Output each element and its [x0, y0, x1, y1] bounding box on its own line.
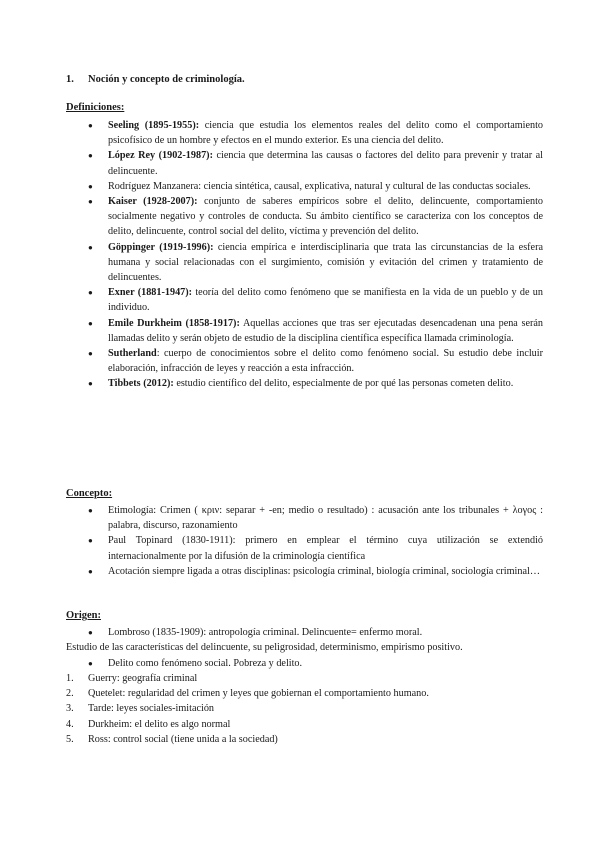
section-title: Noción y concepto de criminología. [88, 74, 245, 85]
list-item: ● Acotación siempre ligada a otras disciplinas: psicología criminal, biología criminal, sociología criminal… [0, 564, 543, 579]
list-item: ● Lombroso (1835-1909): antropología criminal. Delincuente= enfermo moral. [0, 625, 543, 640]
list-item: ● Etimología: Crimen ( κριν: separar + -en; medio o resultado) : acusación ante los tribunales + λογος : palabra, discurso, razonamiento [0, 503, 543, 533]
origen-label: Origen: [66, 610, 101, 621]
origen-list-a [0, 625, 543, 640]
list-item: 5. Ross: control social (tiene unida a la sociedad) [66, 733, 278, 745]
section-heading [66, 74, 245, 85]
origen-list-b [0, 656, 543, 671]
list-item: ● Göppinger (1919-1996): ciencia empírica e interdisciplinaria que trata las circunstancias de la esfera humana y social relacionadas con el surgimiento, comisión y evitación del crimen y tratamiento de delincuentes. [0, 240, 543, 286]
list-item: ● López Rey (1902-1987): ciencia que determina las causas o factores del delito para prevenir y tratar al delincuente. [0, 148, 543, 178]
list-item: ● Sutherland: cuerpo de conocimientos sobre el delito como fenómeno social. Su estudio debe incluir elaboración, infracción de leyes y reacción a esta infracción. [0, 346, 543, 376]
origen-numbered-list [0, 671, 429, 747]
concepto-list [0, 503, 543, 579]
list-item: 2. Quetelet: regularidad del crimen y leyes que gobiernan el comportamiento humano. [66, 688, 429, 700]
origen-line: Estudio de las características del delincuente, su peligrosidad, determinismo, empirismo positivo. [66, 642, 463, 653]
list-item: ● Delito como fenómeno social. Pobreza y delito. [0, 656, 543, 671]
list-item: ● Paul Topinard (1830-1911): primero en emplear el término cuya utilización se extendió internacionalmente por la difusión de la criminología científica [0, 533, 543, 563]
definiciones-list [0, 118, 543, 392]
list-item: ● Exner (1881-1947): teoría del delito como fenómeno que se manifiesta en la vida de un pueblo y de un individuo. [0, 285, 543, 315]
concepto-label: Concepto: [66, 488, 113, 499]
list-item: ● Rodríguez Manzanera: ciencia sintética, causal, explicativa, natural y cultural de las conductas sociales. [0, 179, 543, 194]
list-item: ● Seeling (1895-1955): ciencia que estudia los elementos reales del delito como el comportamiento psicofísico de un hombre y efectos en el mundo exterior. Es una ciencia del delito. [0, 118, 543, 148]
list-item: 3. Tarde: leyes sociales-imitación [66, 703, 215, 715]
section-number: 1. [66, 74, 74, 85]
list-item: ● Emile Durkheim (1858-1917): Aquellas acciones que tras ser ejecutadas desencadenan una pena serán llamadas delito y serán objeto de estudio de la disciplina científica específica llamada criminología. [0, 316, 543, 346]
definiciones-label: Definiciones: [66, 102, 125, 113]
list-item: ● Kaiser (1928-2007): conjunto de saberes empíricos sobre el delito, delincuente, comportamiento socialmente negativo y controles de conducta. Su ámbito científico se caracteriza con los conceptos de delito, delincuente, control social del delito, víctima y prevención del delito. [0, 194, 543, 240]
list-item: 4. Durkheim: el delito es algo normal [66, 718, 231, 730]
list-item: ● Tibbets (2012): estudio científico del delito, especialmente de por qué las personas cometen delito. [0, 376, 543, 391]
list-item: 1. Guerry: geografía criminal [66, 673, 198, 684]
